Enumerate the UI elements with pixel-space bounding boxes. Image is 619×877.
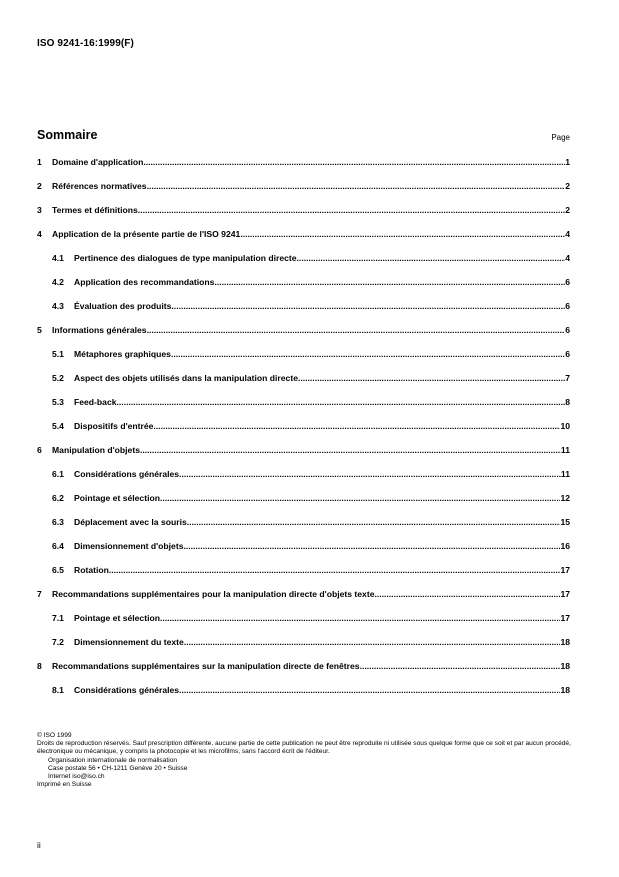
toc-leader-dots <box>153 421 560 432</box>
toc-entry-label: Recommandations supplémentaires sur la manipulation directe de fenêtres <box>52 661 360 671</box>
toc-entry-label: Dimensionnement du texte <box>74 637 184 647</box>
toc-entry[interactable] <box>37 181 570 192</box>
toc-entry-page: 10 <box>560 421 570 431</box>
toc-entry-label: Informations générales <box>52 325 147 335</box>
toc-entry-page: 1 <box>565 157 570 167</box>
toc-entry-label: Termes et définitions <box>52 205 138 215</box>
toc-leader-dots <box>187 517 561 528</box>
toc-entry-page: 2 <box>565 205 570 215</box>
toc-entry[interactable] <box>37 325 570 336</box>
toc-leader-dots <box>171 301 565 312</box>
toc-entry-page: 4 <box>565 253 570 263</box>
toc-entry[interactable] <box>52 517 570 528</box>
publisher-internet: Internet iso@iso.ch <box>48 773 105 781</box>
toc-leader-dots <box>117 397 566 408</box>
toc-entry-number: 7 <box>37 589 42 599</box>
toc-entry[interactable] <box>37 661 570 672</box>
toc-entry-label: Évaluation des produits <box>74 301 172 311</box>
toc-entry-page: 12 <box>560 493 570 503</box>
toc-entry-page: 17 <box>560 565 570 575</box>
toc-entry-number: 6.2 <box>52 493 64 503</box>
toc-entry[interactable] <box>52 301 570 312</box>
toc-entry-number: 8 <box>37 661 42 671</box>
toc-entry-label: Dimensionnement d'objets <box>74 541 184 551</box>
toc-entry-number: 3 <box>37 205 42 215</box>
toc-leader-dots <box>298 373 565 384</box>
toc-entry-number: 4.3 <box>52 301 64 311</box>
toc-leader-dots <box>360 661 561 672</box>
toc-entry-page: 6 <box>565 349 570 359</box>
toc-entry-label: Aspect des objets utilisés dans la manipulation directe <box>74 373 298 383</box>
toc-entry-label: Pertinence des dialogues de type manipulation directe <box>74 253 297 263</box>
toc-entry-number: 4.1 <box>52 253 64 263</box>
publisher-postal-address: Case postale 56 • CH-1211 Genève 20 • Suisse <box>48 764 188 772</box>
toc-entry-label: Dispositifs d'entrée <box>74 421 154 431</box>
toc-entry-page: 2 <box>565 181 570 191</box>
toc-entry-label: Pointage et sélection <box>74 493 160 503</box>
toc-leader-dots <box>140 445 561 456</box>
toc-leader-dots <box>160 493 560 504</box>
toc-entry[interactable] <box>52 277 570 288</box>
toc-entry-page: 18 <box>560 685 570 695</box>
toc-leader-dots <box>374 589 560 600</box>
toc-entry-label: Domaine d'application <box>52 157 144 167</box>
toc-page-column-label: Page <box>551 133 570 142</box>
toc-entry-number: 6.1 <box>52 469 64 479</box>
toc-leader-dots <box>171 349 565 360</box>
toc-entry-label: Métaphores graphiques <box>74 349 171 359</box>
toc-entry-number: 5.4 <box>52 421 64 431</box>
toc-entry-number: 7.1 <box>52 613 64 623</box>
toc-entry-page: 11 <box>560 445 570 455</box>
toc-entry-number: 5.2 <box>52 373 64 383</box>
toc-entry[interactable] <box>37 589 570 600</box>
toc-entry-number: 4.2 <box>52 277 64 287</box>
toc-entry-label: Manipulation d'objets <box>52 445 140 455</box>
toc-entry-number: 5.1 <box>52 349 64 359</box>
toc-entry-number: 6.3 <box>52 517 64 527</box>
toc-entry[interactable] <box>52 421 570 432</box>
toc-leader-dots <box>138 205 565 216</box>
rights-statement: Droits de reproduction réservés. Sauf prescription différente, aucune partie de cette publication ne peut être reproduite ni utilisée sous quelque forme que ce soit et par aucun procédé, électronique ou mécanique, y compris la photocopie et les microfilms, sans l'accord écrit de l'éditeur. <box>37 740 571 756</box>
toc-entry-page: 6 <box>565 301 570 311</box>
toc-entry[interactable] <box>52 565 570 576</box>
toc-entry-number: 6.4 <box>52 541 64 551</box>
document-identifier: ISO 9241-16:1999(F) <box>37 38 134 49</box>
toc-entry[interactable] <box>52 349 570 360</box>
toc-entry-label: Considérations générales <box>74 685 180 695</box>
copyright-line: © ISO 1999 <box>37 732 72 739</box>
toc-title: Sommaire <box>37 128 98 142</box>
toc-entry[interactable] <box>37 205 570 216</box>
toc-entry-page: 15 <box>560 517 570 527</box>
toc-entry-page: 17 <box>560 613 570 623</box>
toc-leader-dots <box>160 613 560 624</box>
toc-entry-page: 18 <box>560 661 570 671</box>
toc-entry-number: 4 <box>37 229 42 239</box>
toc-entry-number: 6.5 <box>52 565 64 575</box>
toc-entry-page: 4 <box>565 229 570 239</box>
toc-entry[interactable] <box>52 397 570 408</box>
toc-leader-dots <box>240 229 565 240</box>
toc-entry-number: 8.1 <box>52 685 64 695</box>
toc-leader-dots <box>147 181 566 192</box>
page-number: ii <box>37 840 41 850</box>
toc-entry-page: 7 <box>565 373 570 383</box>
toc-entry-number: 5.3 <box>52 397 64 407</box>
toc-entry-page: 16 <box>560 541 570 551</box>
toc-entry-label: Références normatives <box>52 181 147 191</box>
toc-entry[interactable] <box>52 613 570 624</box>
toc-entry-page: 6 <box>565 325 570 335</box>
toc-entry-label: Rotation <box>74 565 109 575</box>
toc-entry-label: Feed-back <box>74 397 117 407</box>
toc-entry-page: 18 <box>560 637 570 647</box>
printed-in-statement: Imprimé en Suisse <box>37 781 92 789</box>
toc-entry[interactable] <box>52 373 570 384</box>
toc-entry-page: 8 <box>565 397 570 407</box>
toc-leader-dots <box>147 325 566 336</box>
toc-entry-number: 2 <box>37 181 42 191</box>
toc-entry[interactable] <box>52 469 570 480</box>
toc-leader-dots <box>183 541 560 552</box>
toc-entry-page: 11 <box>560 469 570 479</box>
toc-entry-number: 6 <box>37 445 42 455</box>
toc-entry-number: 1 <box>37 157 42 167</box>
toc-leader-dots <box>184 637 561 648</box>
toc-entry[interactable] <box>52 637 570 648</box>
toc-entry-label: Recommandations supplémentaires pour la manipulation directe d'objets texte <box>52 589 375 599</box>
toc-entry-label: Déplacement avec la souris <box>74 517 187 527</box>
toc-leader-dots <box>214 277 565 288</box>
toc-entry[interactable] <box>52 685 570 696</box>
publisher-address <box>48 757 577 782</box>
copyright-notice <box>37 732 577 789</box>
toc-entry-label: Pointage et sélection <box>74 613 160 623</box>
toc-leader-dots <box>179 685 560 696</box>
toc-entry[interactable] <box>37 157 570 168</box>
toc-entry-label: Considérations générales <box>74 469 180 479</box>
toc-leader-dots <box>179 469 561 480</box>
toc-entry-label: Application de la présente partie de l'ISO 9241 <box>52 229 241 239</box>
toc-entry-page: 6 <box>565 277 570 287</box>
toc-leader-dots <box>297 253 566 264</box>
toc-leader-dots <box>109 565 561 576</box>
toc-entry-label: Application des recommandations <box>74 277 215 287</box>
toc-entry-page: 17 <box>560 589 570 599</box>
toc-entry[interactable] <box>37 445 570 456</box>
toc-leader-dots <box>143 157 565 168</box>
toc-entry-number: 7.2 <box>52 637 64 647</box>
toc-entry[interactable] <box>37 229 570 240</box>
toc-entry[interactable] <box>52 493 570 504</box>
toc-entry-number: 5 <box>37 325 42 335</box>
publisher-organization: Organisation internationale de normalisation <box>48 756 178 764</box>
toc-entry[interactable] <box>52 253 570 264</box>
toc-entry[interactable] <box>52 541 570 552</box>
